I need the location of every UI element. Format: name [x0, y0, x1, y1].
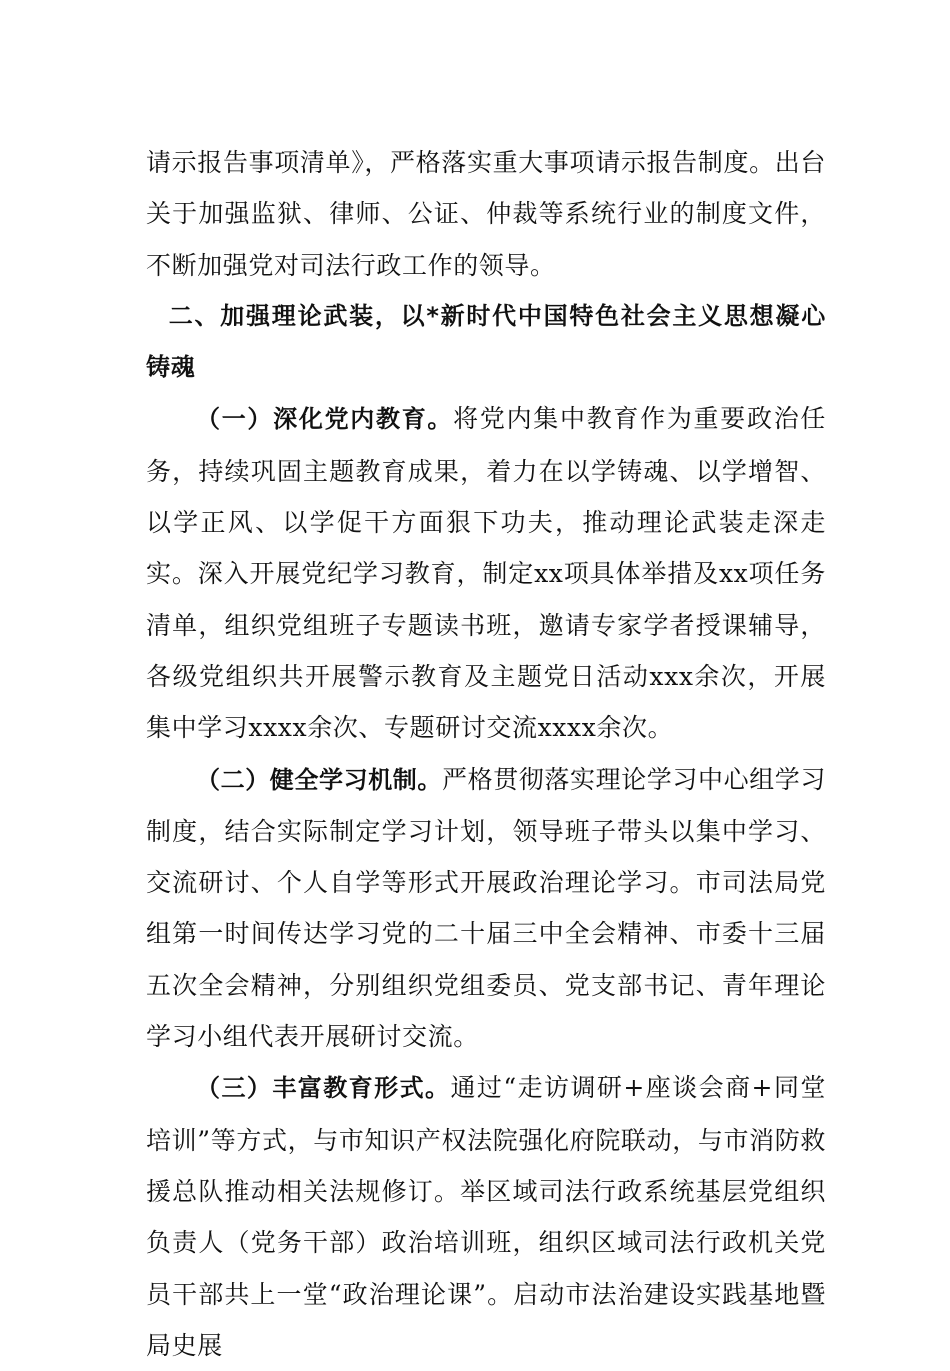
- paragraph-item-1: [146, 393, 826, 753]
- document-body: [146, 137, 826, 1371]
- paragraph-item-3: [146, 1062, 826, 1371]
- item-1-title: （一）深化党内教育。: [196, 405, 454, 434]
- section-heading: 二、加强理论武装，以*新时代中国特色社会主义思想凝心铸魂: [146, 301, 826, 382]
- item-3-body: 通过“走访调研+座谈会商+同堂培训”等方式，与市知识产权法院强化府院联动，与市消防救援总队推动相关法规修订。举区域司法行政系统基层党组织负责人（党务干部）政治培训班，组织区域司法行政机关党员干部共上一堂“政治理论课”。启动市法治建设实践基地暨局史展: [146, 1073, 826, 1360]
- item-2-title: （二）健全学习机制。: [196, 765, 442, 794]
- item-3-title: （三）丰富教育形式。: [196, 1074, 451, 1103]
- item-2-body: 严格贯彻落实理论学习中心组学习制度，结合实际制定学习计划，领导班子带头以集中学习、交流研讨、个人自学等形式开展政治理论学习。市司法局党组第一时间传达学习党的二十届三中全会精神、市委十三届五次全会精神，分别组织党组委员、党支部书记、青年理论学习小组代表开展研讨交流。: [146, 764, 827, 1052]
- item-1-body: 将党内集中教育作为重要政治任务，持续巩固主题教育成果，着力在以学铸魂、以学增智、以学正风、以学促干方面狠下功夫，推动理论武装走深走实。深入开展党纪学习教育，制定xx项具体举措及xx项任务清单，组织党组班子专题读书班，邀请专家学者授课辅导，各级党组织共开展警示教育及主题党日活动xxx余次，开展集中学习xxxx余次、专题研讨交流xxxx余次。: [146, 404, 827, 743]
- continuation-paragraph: 请示报告事项清单》，严格落实重大事项请示报告制度。出台关于加强监狱、律师、公证、仲裁等系统行业的制度文件，不断加强党对司法行政工作的领导。: [146, 148, 826, 280]
- paragraph-item-2: [146, 754, 826, 1063]
